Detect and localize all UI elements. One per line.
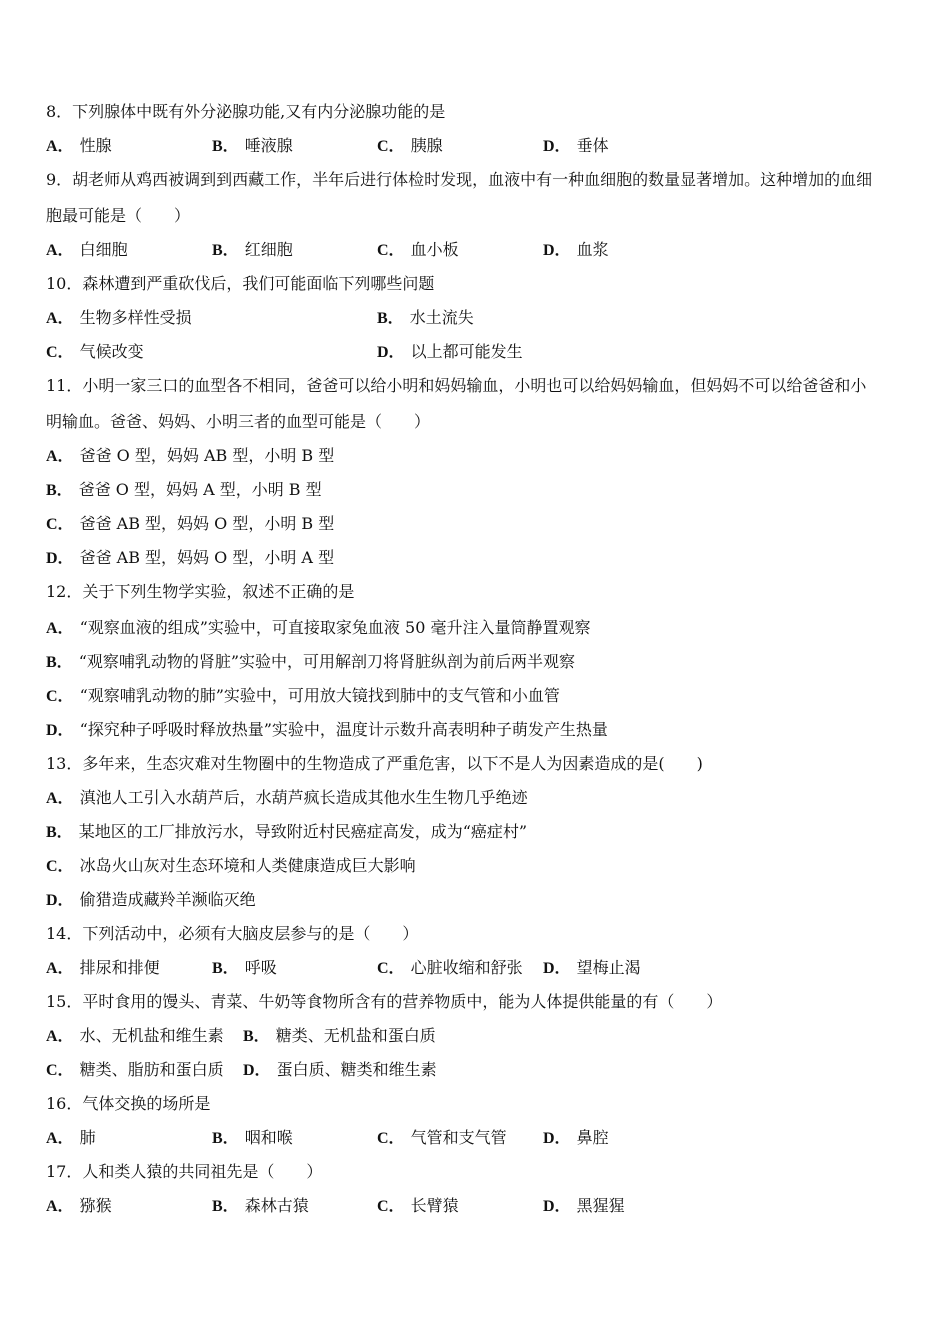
question-15-option-d: D． 蛋白质、糖类和维生素: [243, 1060, 437, 1079]
question-10-stem: 10．森林遭到严重砍伐后，我们可能面临下列哪些问题: [46, 274, 435, 293]
question-9-stem-line-2: 胞最可能是（ ）: [46, 206, 191, 225]
question-14-stem: 14．下列活动中，必须有大脑皮层参与的是（ ）: [46, 924, 419, 943]
question-9-option-b: B． 红细胞: [212, 240, 293, 259]
question-13-option-b: B． 某地区的工厂排放污水，导致附近村民癌症高发，成为“癌症村”: [46, 822, 528, 841]
question-17-option-a: A． 猕猴: [46, 1196, 112, 1215]
question-17-option-c: C． 长臂猿: [377, 1196, 459, 1215]
question-17-option-d: D． 黑猩猩: [543, 1196, 625, 1215]
question-12-option-d: D． “探究种子呼吸时释放热量”实验中，温度计示数升高表明种子萌发产生热量: [46, 720, 608, 739]
question-8-option-c: C． 胰腺: [377, 136, 443, 155]
question-14-option-c: C． 心脏收缩和舒张: [377, 958, 523, 977]
question-15-option-b: B． 糖类、无机盐和蛋白质: [243, 1026, 436, 1045]
question-12-option-b: B． “观察哺乳动物的肾脏”实验中，可用解剖刀将肾脏纵剖为前后两半观察: [46, 652, 576, 671]
question-15-option-a: A． 水、无机盐和维生素: [46, 1026, 224, 1045]
question-9-option-a: A． 白细胞: [46, 240, 128, 259]
question-10-option-b: B． 水土流失: [377, 308, 474, 327]
question-16-option-b: B． 咽和喉: [212, 1128, 293, 1147]
question-12-stem: 12．关于下列生物学实验，叙述不正确的是: [46, 582, 355, 601]
question-11-option-c: C． 爸爸 AB 型，妈妈 O 型，小明 B 型: [46, 514, 335, 533]
question-17-option-b: B． 森林古猿: [212, 1196, 309, 1215]
question-15-option-c: C． 糖类、脂肪和蛋白质: [46, 1060, 224, 1079]
question-16-stem: 16．气体交换的场所是: [46, 1094, 211, 1113]
question-13-option-d: D． 偷猎造成藏羚羊濒临灭绝: [46, 890, 256, 909]
question-16-option-d: D． 鼻腔: [543, 1128, 609, 1147]
question-15-stem: 15．平时食用的馒头、青菜、牛奶等食物所含有的营养物质中，能为人体提供能量的有（ ）: [46, 992, 723, 1011]
question-13-option-c: C． 冰岛火山灰对生态环境和人类健康造成巨大影响: [46, 856, 416, 875]
question-12-option-a: A． “观察血液的组成”实验中，可直接取家兔血液 50 毫升注入量筒静置观察: [46, 618, 591, 637]
question-13-stem: 13．多年来，生态灾难对生物圈中的生物造成了严重危害，以下不是人为因素造成的是( ): [46, 754, 703, 773]
question-17-stem: 17．人和类人猿的共同祖先是（ ）: [46, 1162, 323, 1181]
question-8-option-d: D． 垂体: [543, 136, 609, 155]
question-8-option-b: B． 唾液腺: [212, 136, 293, 155]
question-12-option-c: C． “观察哺乳动物的肺”实验中，可用放大镜找到肺中的支气管和小血管: [46, 686, 560, 705]
question-14-option-b: B． 呼吸: [212, 958, 277, 977]
question-9-stem-line-1: 9．胡老师从鸡西被调到到西藏工作，半年后进行体检时发现，血液中有一种血细胞的数量显著增加。这种增加的血细: [46, 170, 873, 189]
question-14-option-a: A． 排尿和排便: [46, 958, 160, 977]
question-13-option-a: A． 滇池人工引入水葫芦后，水葫芦疯长造成其他水生生物几乎绝迹: [46, 788, 528, 807]
question-10-option-a: A． 生物多样性受损: [46, 308, 192, 327]
question-14-option-d: D． 望梅止渴: [543, 958, 641, 977]
question-9-option-d: D． 血浆: [543, 240, 609, 259]
question-11-option-a: A． 爸爸 O 型，妈妈 AB 型，小明 B 型: [46, 446, 335, 465]
question-8-option-a: A． 性腺: [46, 136, 112, 155]
question-8-stem: 8．下列腺体中既有外分泌腺功能,又有内分泌腺功能的是: [46, 102, 446, 121]
question-10-option-d: D． 以上都可能发生: [377, 342, 523, 361]
question-9-option-c: C． 血小板: [377, 240, 459, 259]
question-10-option-c: C． 气候改变: [46, 342, 144, 361]
question-11-stem-line-2: 明输血。爸爸、妈妈、小明三者的血型可能是（ ）: [46, 412, 431, 431]
question-11-stem-line-1: 11．小明一家三口的血型各不相同，爸爸可以给小明和妈妈输血，小明也可以给妈妈输血，但妈妈不可以给爸爸和小: [46, 376, 867, 395]
question-11-option-d: D． 爸爸 AB 型，妈妈 O 型，小明 A 型: [46, 548, 335, 567]
question-11-option-b: B． 爸爸 O 型，妈妈 A 型，小明 B 型: [46, 480, 322, 499]
question-16-option-c: C． 气管和支气管: [377, 1128, 507, 1147]
question-16-option-a: A． 肺: [46, 1128, 96, 1147]
